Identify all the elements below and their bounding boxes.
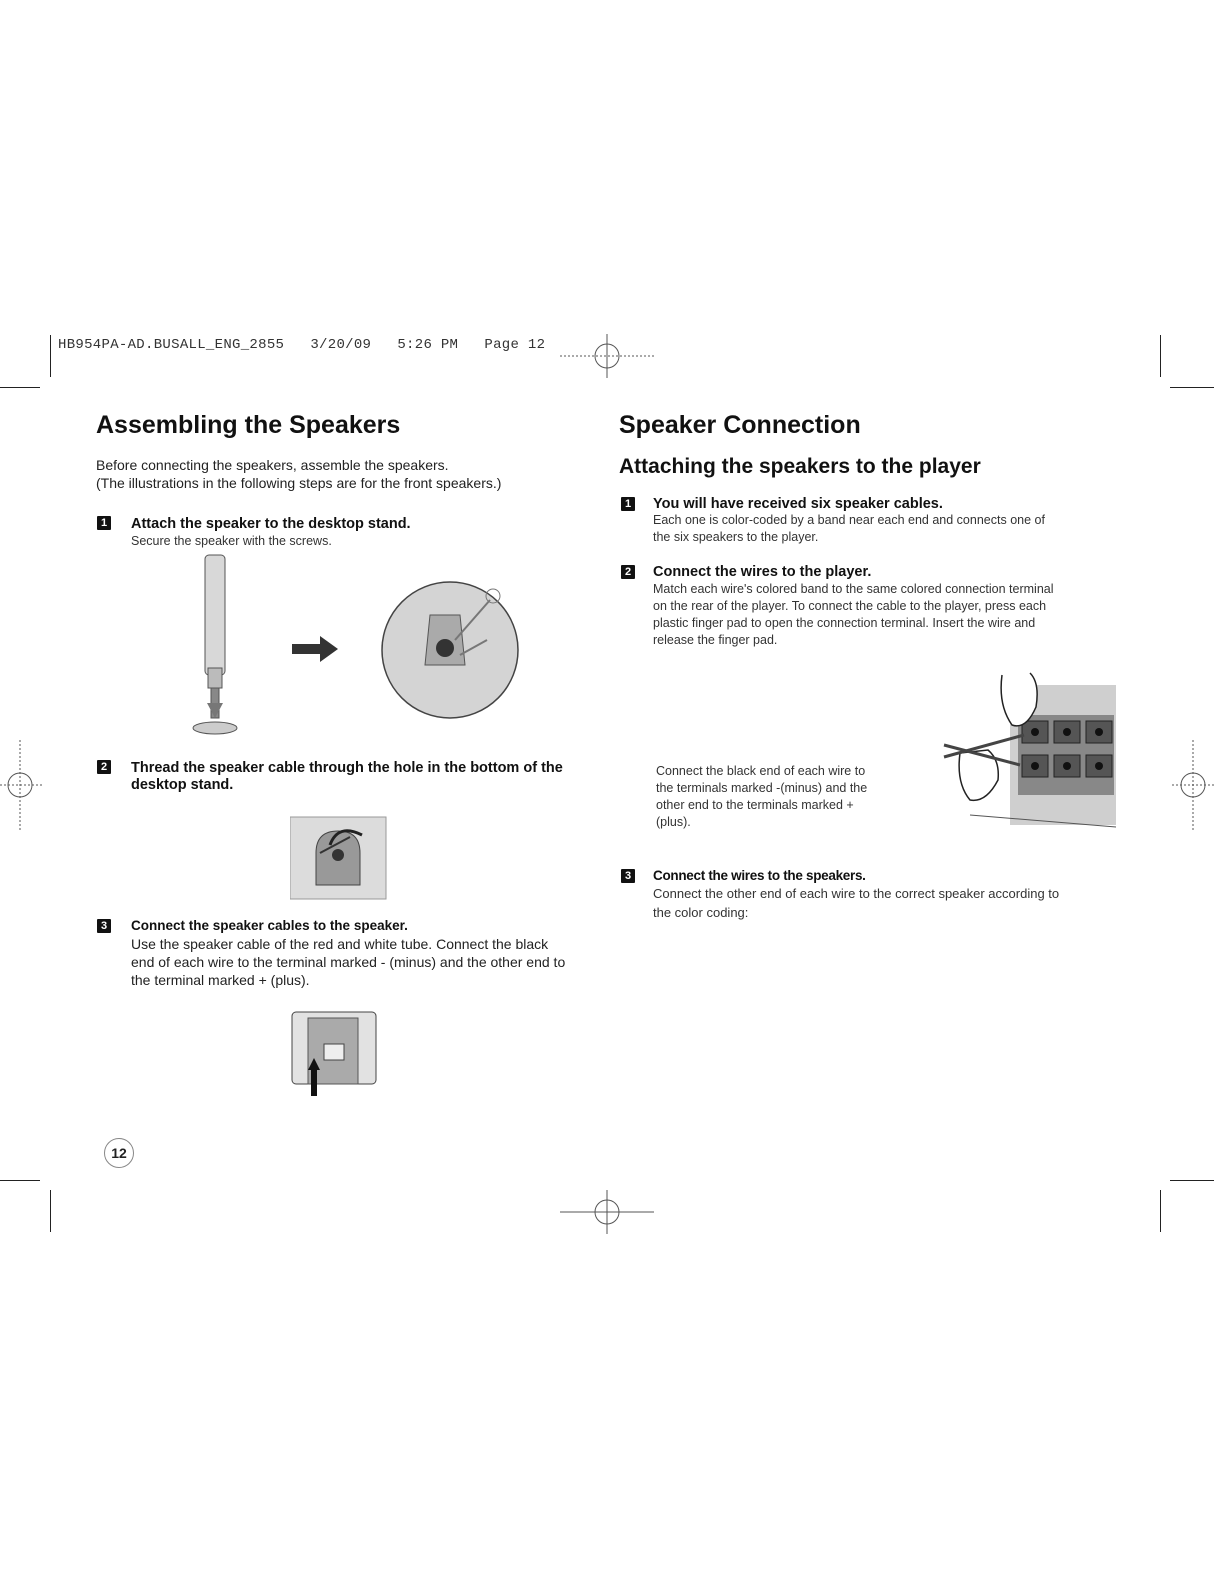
speaker-stand-illustration xyxy=(190,553,250,743)
step-heading: Thread the speaker cable through the hole in the bottom of the xyxy=(131,760,563,776)
section-subtitle: Attaching the speakers to the player xyxy=(619,455,981,478)
intro-line: (The illustrations in the following steps are for the front speakers.) xyxy=(96,475,502,491)
step-heading: Connect the wires to the speakers. xyxy=(653,868,866,883)
page-title-right: Speaker Connection xyxy=(619,411,861,439)
crop-mark xyxy=(0,387,40,388)
step-body: the color coding: xyxy=(653,905,749,920)
speaker-terminal-illustration xyxy=(290,1010,378,1098)
illustration-caption: other end to the terminals marked + xyxy=(656,798,854,812)
step-body: plastic finger pad to open the connection terminal. Insert the wire and xyxy=(653,616,1036,630)
step-body: on the rear of the player. To connect the cable to the player, press each xyxy=(653,599,1047,613)
step-body: Use the speaker cable of the red and white tube. Connect the black xyxy=(131,936,549,952)
step-number-badge: 2 xyxy=(621,565,635,579)
registration-mark-right xyxy=(1172,740,1216,830)
print-header: HB954PA-AD.BUSALL_ENG_2855 3/20/09 5:26 PM Page 12 xyxy=(58,337,546,353)
crop-mark xyxy=(50,335,51,377)
step-number-badge: 1 xyxy=(97,516,111,530)
step-number-badge: 3 xyxy=(97,919,111,933)
page-number: 12 xyxy=(111,1145,127,1161)
illustration-caption: the terminals marked -(minus) and the xyxy=(656,781,868,795)
registration-mark-bottom xyxy=(560,1190,654,1234)
intro-line: Before connecting the speakers, assemble the speakers. xyxy=(96,457,449,473)
illustration-caption: (plus). xyxy=(656,815,691,829)
step-body: Match each wire's colored band to the same colored connection terminal xyxy=(653,582,1054,596)
illustration-caption: Connect the black end of each wire to xyxy=(656,764,866,778)
step-body: the terminal marked + (plus). xyxy=(131,972,310,988)
step-body: end of each wire to the terminal marked - (minus) and the other end to xyxy=(131,954,566,970)
step-body: Secure the speaker with the screws. xyxy=(131,534,332,548)
step-number-badge: 3 xyxy=(621,869,635,883)
crop-mark xyxy=(1170,387,1214,388)
cable-through-hole-illustration xyxy=(290,815,388,901)
arrow-right-icon xyxy=(292,636,340,662)
step-body: release the finger pad. xyxy=(653,633,778,647)
step-body: Connect the other end of each wire to the correct speaker according to xyxy=(653,886,1060,901)
player-terminal-illustration xyxy=(940,665,1118,845)
page-title-left: Assembling the Speakers xyxy=(96,411,401,439)
screw-detail-illustration xyxy=(375,560,525,725)
crop-mark xyxy=(1160,335,1161,377)
step-number-badge: 2 xyxy=(97,760,111,774)
crop-mark xyxy=(50,1190,51,1232)
step-heading: Attach the speaker to the desktop stand. xyxy=(131,516,411,532)
crop-mark xyxy=(1170,1180,1214,1181)
step-heading: desktop stand. xyxy=(131,777,234,793)
step-heading: You will have received six speaker cables. xyxy=(653,496,943,512)
crop-mark xyxy=(0,1180,40,1181)
registration-mark-left xyxy=(0,740,44,830)
crop-mark xyxy=(1160,1190,1161,1232)
page-number-badge xyxy=(104,1138,134,1168)
registration-mark-top xyxy=(560,334,654,378)
step-heading: Connect the wires to the player. xyxy=(653,564,872,580)
step-heading: Connect the speaker cables to the speaker. xyxy=(131,918,408,933)
step-number-badge: 1 xyxy=(621,497,635,511)
step-body: Each one is color-coded by a band near each end and connects one of xyxy=(653,513,1045,527)
step-body: the six speakers to the player. xyxy=(653,530,819,544)
